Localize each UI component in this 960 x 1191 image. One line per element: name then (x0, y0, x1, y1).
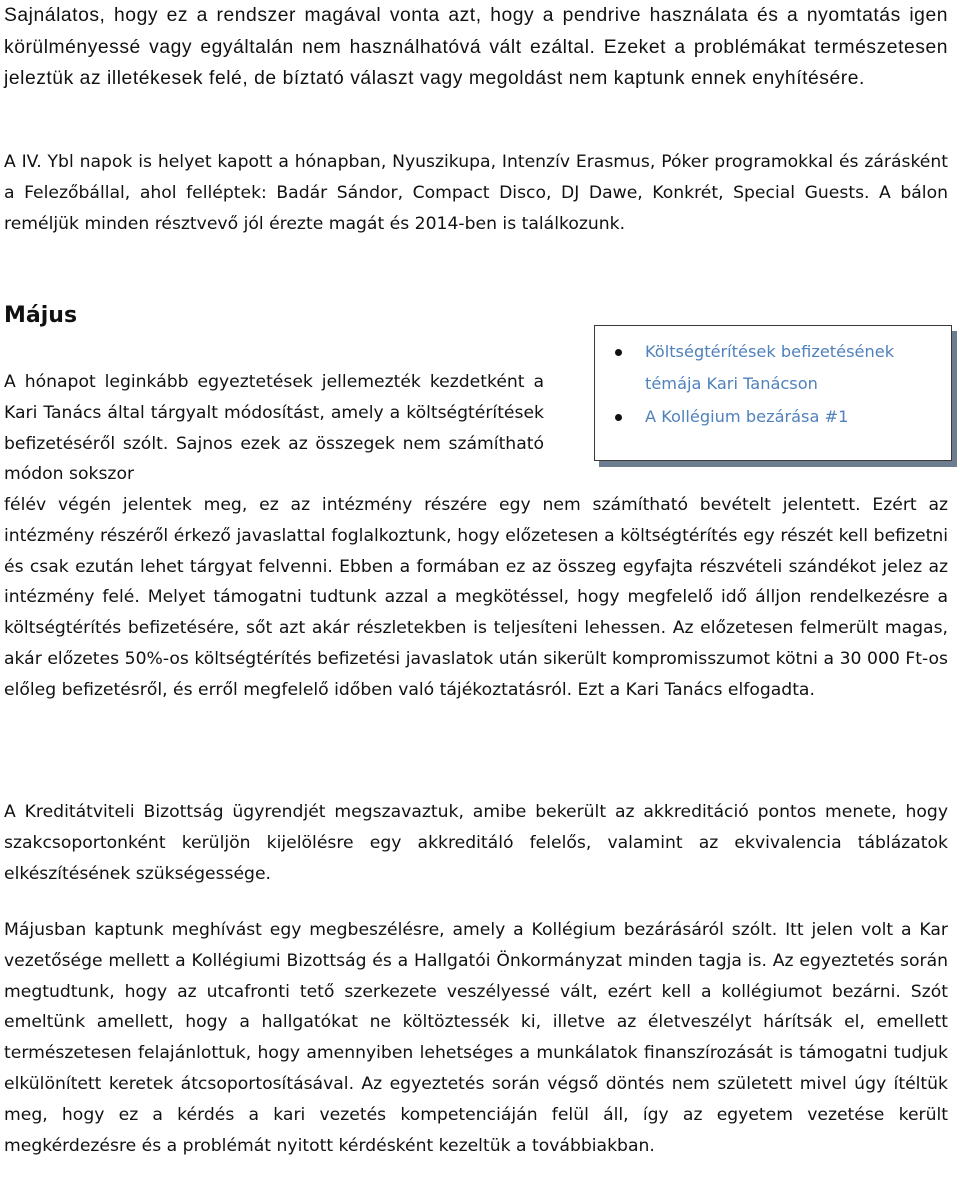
paragraph-majus-intro: A hónapot leginkább egyeztetések jellemezték kezdetként a Kari Tanács által tárgyalt módosítást, amely a költségtérítések befizetéséről szólt. Sajnos ezek az összegek nem számítható módon sokszor (4, 372, 544, 485)
callout-item-line1: A Kollégium bezárása #1 (645, 407, 849, 426)
paragraph-kreditatviteli: A Kreditátviteli Bizottság ügyrendjét megszavaztuk, amibe bekerült az akkreditáció pontos menete, hogy szakcsoportonként kerüljön kijelölésre egy akkreditáló felelős, valamint az ekvivalencia táblázatok elkészítésének szükségessége. (4, 802, 948, 884)
bullet-icon (615, 414, 622, 421)
callout-item-line2: témája Kari Tanácson (645, 374, 818, 393)
callout-item-line1: Költségtérítések befizetésének (645, 342, 895, 361)
bullet-icon (615, 349, 622, 356)
paragraph-pendrive: Sajnálatos, hogy ez a rendszer magával vonta azt, hogy a pendrive használata és a nyomtatás igen körülményessé vagy egyáltalán nem használhatóvá vált ezáltal. Ezeket a problémákat természetesen jeleztük az illetékesek felé, de bíztató választ vagy megoldást nem kaptunk ennek enyhítésére. (4, 5, 948, 89)
sidebar-callout-box (594, 325, 952, 461)
paragraph-kollegium: Májusban kaptunk meghívást egy megbeszélésre, amely a Kollégium bezárásáról szólt. Itt jelen volt a Kar vezetősége mellett a Kollégiumi Bizottság és a Hallgatói Önkormányzat minden tagja is. Az egyeztetés során megtudtunk, hogy az utcafronti tető szerkezete veszélyessé vált, ezért kell a kollégiumot bezárni. Szót emeltünk amellett, hogy a hallgatókat ne költöztessék ki, illetve az életveszélyt hárítsák el, emellett természetesen felajánlottuk, hogy amennyiben lehetséges a munkálatok finanszírozását is támogatni tudjuk elkülönített keretek átcsoportosításával. Az egyeztetés során végső döntés nem született mivel úgy ítéltük meg, hogy ez a kérdés a kari vezetés kompetenciáján felül áll, így az egyetem vezetése került megkérdezésre és a problémát nyitott kérdésként kezeltük a továbbiakban. (4, 920, 948, 1156)
paragraph-ybl-napok: A IV. Ybl napok is helyet kapott a hónapban, Nyuszikupa, Intenzív Erasmus, Póker programokkal és zárásként a Felezőbállal, ahol felléptek: Badár Sándor, Compact Disco, DJ Dawe, Konkrét, Special Guests. A bálon reméljük minden résztvevő jól érezte magát és 2014-ben is találkozunk. (4, 152, 948, 234)
paragraph-koltsegterites: félév végén jelentek meg, ez az intézmény részére egy nem számítható bevételt jelentett. Ezért az intézmény részéről érkező javaslattal foglalkoztunk, hogy előzetesen a költségtérítés egy részét kell befizetni és csak ezután lehet tárgyat felvenni. Ebben a formában ez az összeg egyfajta részvételi szándékot jelez az intézmény felé. Melyet támogatni tudtunk azzal a megkötéssel, hogy megfelelő idő álljon rendelkezésre a költségtérítés befizetésére, sőt azt akár részletekben is teljesíteni lehessen. Az előzetesen felmerült magas, akár előzetes 50%-os költségtérítés befizetési javaslatok után sikerült kompromisszumot kötni a 30 000 Ft-os előleg befizetésről, és erről megfelelő időben való tájékoztatásról. Ezt a Kari Tanács elfogadta. (4, 495, 948, 700)
section-heading-majus: Május (4, 303, 78, 328)
